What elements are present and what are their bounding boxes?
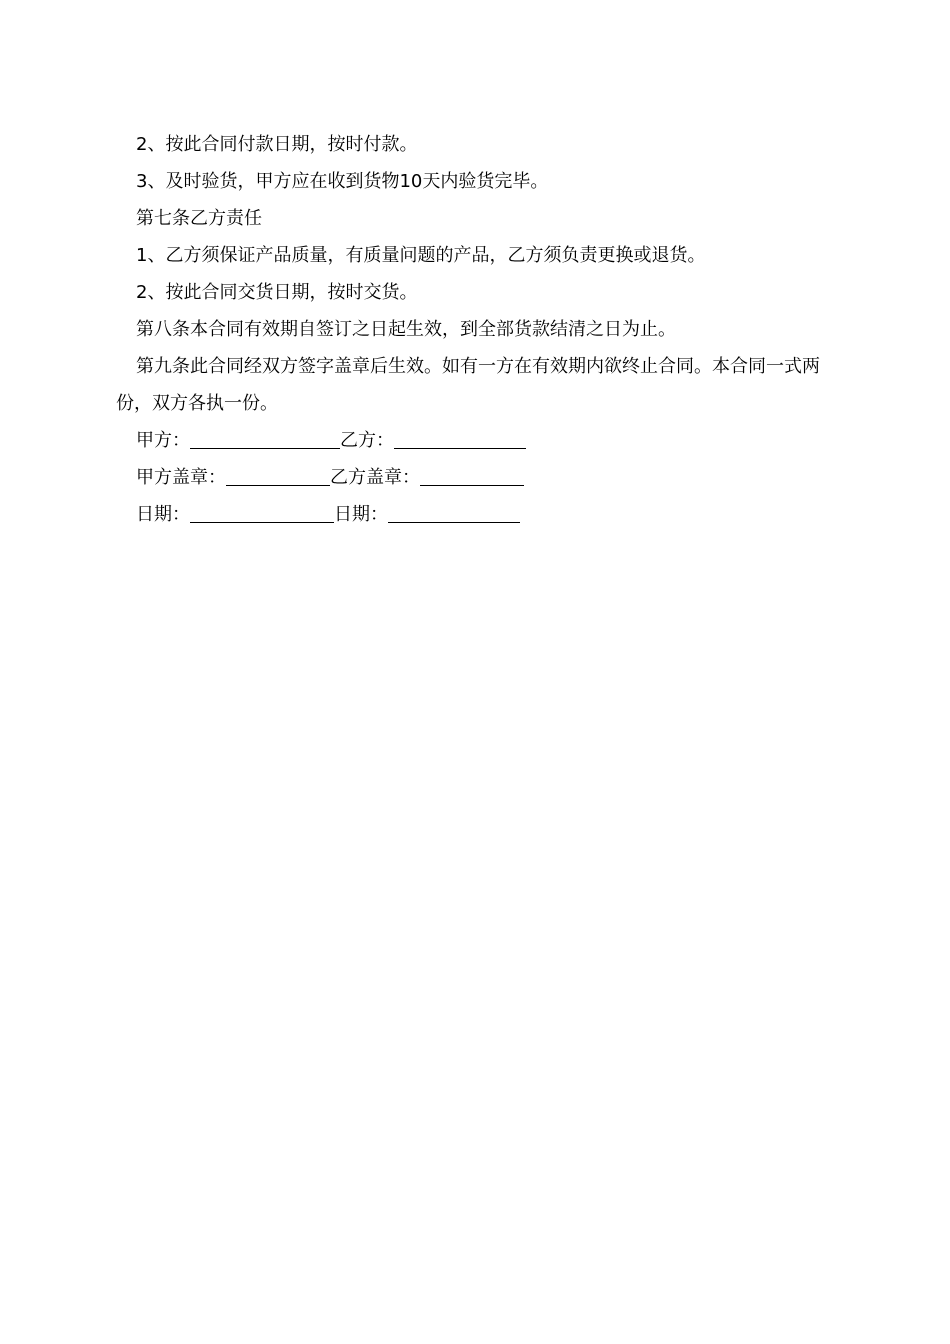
date-a-label: 日期： <box>136 504 190 525</box>
party-a-seal-line <box>226 465 330 486</box>
clause-8: 第八条本合同有效期自签订之日起生效，到全部货款结清之日为止。 <box>136 319 676 340</box>
clause-7-heading: 第七条乙方责任 <box>136 208 262 229</box>
clause-7-item-2: 2、按此合同交货日期，按时交货。 <box>136 282 418 303</box>
clause-7-item-1: 1、乙方须保证产品质量，有质量问题的产品，乙方须负责更换或退货。 <box>136 245 706 266</box>
date-b-line <box>388 502 520 523</box>
signature-row-dates <box>116 496 836 533</box>
clause-6-item-2: 2、按此合同付款日期，按时付款。 <box>136 134 418 155</box>
document-body <box>116 126 836 533</box>
clause-6-item-3: 3、及时验货，甲方应在收到货物10天内验货完毕。 <box>136 171 549 192</box>
party-a-label: 甲方： <box>136 430 190 451</box>
party-b-signature-line <box>394 428 526 449</box>
party-b-seal-label: 乙方盖章： <box>330 467 420 488</box>
date-a-line <box>190 502 334 523</box>
party-a-seal-label: 甲方盖章： <box>136 467 226 488</box>
party-b-seal-line <box>420 465 524 486</box>
signature-row-parties <box>116 422 836 459</box>
date-b-label: 日期： <box>334 504 388 525</box>
signature-row-seals <box>116 459 836 496</box>
party-b-label: 乙方： <box>340 430 394 451</box>
party-a-signature-line <box>190 428 340 449</box>
clause-9: 第九条此合同经双方签字盖章后生效。如有一方在有效期内欲终止合同。本合同一式两份，双方各执一份。 <box>116 356 820 414</box>
